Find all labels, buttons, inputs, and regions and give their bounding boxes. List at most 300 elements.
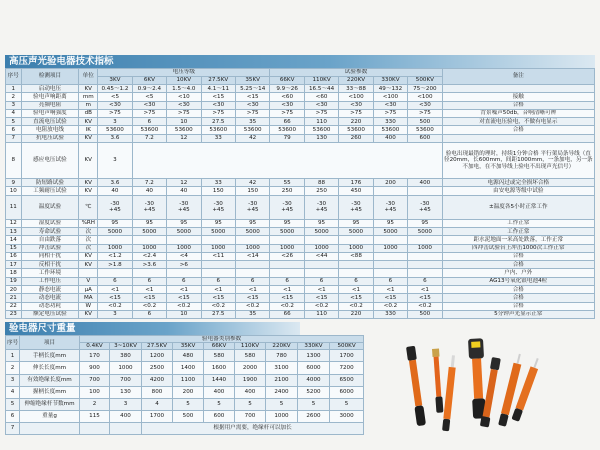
- row-unit: mm: [79, 93, 98, 101]
- row-number: 4: [6, 386, 20, 398]
- row-number: 4: [6, 109, 22, 117]
- row-value: 40: [167, 187, 201, 195]
- size-section: [5, 322, 595, 435]
- row-value: <0.2: [201, 302, 235, 310]
- row-value: <15: [339, 294, 373, 302]
- header-voltage-group: 电压等级: [98, 69, 270, 77]
- row-value-bottom: +45: [109, 207, 121, 214]
- row-value: 1000: [201, 244, 235, 252]
- row-value: <1: [201, 286, 235, 294]
- row-value-bottom: +45: [315, 207, 328, 214]
- row-value: <15: [167, 294, 201, 302]
- row-value: 2000: [235, 362, 266, 374]
- row-item: 额定电压试验: [21, 310, 79, 318]
- row-value: 95: [373, 219, 407, 227]
- row-value: 12: [167, 179, 201, 187]
- row-value: <44: [304, 252, 338, 260]
- row-note: 合格: [442, 294, 594, 302]
- row-value: [98, 236, 132, 244]
- row-value: 7.2: [132, 179, 166, 187]
- row-value: 9.9～26: [270, 85, 304, 93]
- row-value: 1400: [173, 362, 204, 374]
- header-unit: 单位: [79, 69, 98, 85]
- voltage-header: 330KV: [373, 77, 407, 85]
- row-value: <15: [373, 294, 407, 302]
- row-value: 5000: [132, 227, 166, 235]
- row-value: <15: [201, 93, 235, 101]
- size-voltage-header: 35KV: [173, 343, 204, 350]
- row-note: [442, 134, 594, 142]
- row-value: 400: [204, 386, 235, 398]
- row-value: 35: [235, 310, 269, 318]
- row-value: 1900: [235, 374, 266, 386]
- row-value: 1300: [298, 350, 330, 362]
- row-value: 200: [173, 386, 204, 398]
- row-value-bottom: +45: [281, 207, 294, 214]
- row-value: 42: [235, 179, 269, 187]
- row-item: 动态电流: [21, 294, 79, 302]
- row-value: [167, 236, 201, 244]
- row-value: 2: [80, 398, 110, 410]
- row-value-top: -30: [144, 201, 154, 208]
- row-value-top: -30: [351, 201, 361, 208]
- row-value: 3.6: [98, 179, 132, 187]
- table-row: [6, 244, 595, 252]
- size-header-item: 项目: [20, 336, 80, 350]
- row-value: 4200: [142, 374, 173, 386]
- row-value: <0.2: [270, 302, 304, 310]
- row-value: [270, 236, 304, 244]
- row-value: 130: [304, 134, 338, 142]
- table-row: [6, 187, 595, 195]
- table-row: [6, 179, 595, 187]
- row-value: 53600: [339, 126, 373, 134]
- voltage-header: 10KV: [167, 77, 201, 85]
- row-value: 130: [110, 386, 142, 398]
- row-value: 600: [204, 410, 235, 422]
- row-value: <100: [373, 93, 407, 101]
- row-value: <1: [235, 286, 269, 294]
- row-value: <1: [304, 286, 338, 294]
- row-note: 对直流电压验电，不做有电显示: [442, 118, 594, 126]
- row-value: 95: [339, 219, 373, 227]
- row-value: 95: [408, 219, 442, 227]
- voltage-header: 220KV: [339, 77, 373, 85]
- row-value: 53600: [167, 126, 201, 134]
- row-value: <1: [132, 286, 166, 294]
- row-value: 66: [270, 118, 304, 126]
- row-note: 距水泥地面一米高处跌落，工作正常: [442, 236, 594, 244]
- row-unit: m: [79, 101, 98, 109]
- row-value: 95: [167, 219, 201, 227]
- row-value: [80, 422, 110, 434]
- row-value: 400: [235, 386, 266, 398]
- row-value: >75: [98, 109, 132, 117]
- row-value: 27.5: [201, 118, 235, 126]
- row-value: 53600: [304, 126, 338, 134]
- spec-section: [5, 55, 595, 319]
- row-value: 6: [132, 118, 166, 126]
- row-value: 66: [270, 310, 304, 318]
- table-row: [6, 219, 595, 227]
- row-value: >6: [167, 261, 201, 269]
- row-value: [235, 261, 269, 269]
- table-row: [6, 236, 595, 244]
- row-value: >75: [304, 109, 338, 117]
- row-value: 600: [408, 134, 442, 142]
- voltage-header: 110KV: [304, 77, 338, 85]
- row-value: 95: [235, 219, 269, 227]
- row-value: <5: [98, 93, 132, 101]
- voltage-header: 35KV: [235, 77, 269, 85]
- row-value: [408, 195, 442, 219]
- row-value: [373, 252, 407, 260]
- voltage-header: 6KV: [132, 77, 166, 85]
- header-test-group: 试验参数: [270, 69, 442, 77]
- table-row: [6, 398, 364, 410]
- row-value: 33～88: [339, 85, 373, 93]
- row-value: 500: [173, 410, 204, 422]
- row-value: 6: [304, 277, 338, 285]
- row-item: 重量g: [20, 410, 80, 422]
- row-value: <4: [167, 252, 201, 260]
- table-row: [6, 93, 595, 101]
- row-number: 5: [6, 398, 20, 410]
- row-item: 伸长长度mm: [20, 362, 80, 374]
- row-unit: 次: [79, 236, 98, 244]
- row-number: 2: [6, 93, 22, 101]
- row-note: ±温度各5小时正常工作: [442, 195, 594, 219]
- row-value: 580: [204, 350, 235, 362]
- row-value: 5000: [201, 227, 235, 235]
- row-value: 42: [235, 134, 269, 142]
- row-value: 250: [270, 187, 304, 195]
- row-value: 75～200: [408, 85, 442, 93]
- row-value: >1.8: [98, 261, 132, 269]
- table-row: [6, 386, 364, 398]
- table-row: [6, 277, 595, 285]
- row-note: 四冲击试验台上冲击1000次工作正常: [442, 244, 594, 252]
- row-number: 23: [6, 310, 22, 318]
- table-row: [6, 195, 595, 219]
- row-value: [304, 195, 338, 219]
- table-row: [6, 143, 595, 179]
- row-value: <15: [132, 294, 166, 302]
- table-row: [6, 118, 595, 126]
- row-value: 1000: [304, 244, 338, 252]
- row-value: 5000: [98, 227, 132, 235]
- row-value: <1: [339, 286, 373, 294]
- row-value: <30: [167, 101, 201, 109]
- row-number: 21: [6, 294, 22, 302]
- row-number: 9: [6, 179, 22, 187]
- row-value: 220: [339, 118, 373, 126]
- row-value: 150: [201, 187, 235, 195]
- row-unit: KV: [79, 118, 98, 126]
- row-value: [339, 236, 373, 244]
- row-value: >75: [201, 109, 235, 117]
- row-value: 5: [204, 398, 235, 410]
- row-value: [98, 269, 132, 277]
- row-value: 53600: [373, 126, 407, 134]
- row-value: [167, 195, 201, 219]
- row-value: 5000: [373, 227, 407, 235]
- row-value: 400: [110, 410, 142, 422]
- row-number: 22: [6, 302, 22, 310]
- row-value: 5: [266, 398, 298, 410]
- row-value: <30: [373, 101, 407, 109]
- row-value: 6: [167, 277, 201, 285]
- row-item: 动态功耗: [21, 302, 79, 310]
- row-value: <15: [98, 294, 132, 302]
- row-value: 200: [373, 179, 407, 187]
- size-header-group: 验电器类别参数: [80, 336, 364, 343]
- row-value: [132, 269, 166, 277]
- row-value: 1000: [270, 244, 304, 252]
- row-value-bottom: +45: [212, 207, 225, 214]
- row-value: 780: [266, 350, 298, 362]
- row-value: 330: [373, 118, 407, 126]
- row-unit: MA: [79, 294, 98, 302]
- row-unit: [79, 269, 98, 277]
- row-value: <30: [201, 101, 235, 109]
- row-value: <1: [373, 286, 407, 294]
- size-voltage-header: 3~10KV: [110, 343, 142, 350]
- row-value: [201, 236, 235, 244]
- voltage-header: 3KV: [98, 77, 132, 85]
- row-value: <15: [304, 294, 338, 302]
- table-row: [6, 302, 595, 310]
- size-voltage-header: 110KV: [235, 343, 266, 350]
- row-value-top: -30: [420, 201, 430, 208]
- row-number: 1: [6, 85, 22, 93]
- row-number: 1: [6, 350, 20, 362]
- row-unit: V: [79, 277, 98, 285]
- row-number: 6: [6, 410, 20, 422]
- row-value: 1000: [167, 244, 201, 252]
- row-value: [373, 269, 407, 277]
- row-value: 95: [270, 219, 304, 227]
- row-value: [201, 269, 235, 277]
- row-value: [373, 195, 407, 219]
- row-value: <15: [270, 294, 304, 302]
- row-value-bottom: +45: [418, 207, 431, 214]
- row-value: [235, 195, 269, 219]
- row-item: 感应电压试验: [21, 143, 79, 179]
- row-value: 220: [339, 310, 373, 318]
- row-unit: μA: [79, 286, 98, 294]
- size-voltage-header: 220KV: [266, 343, 298, 350]
- row-item: 直流电压试验: [21, 118, 79, 126]
- table-row: [6, 286, 595, 294]
- row-value: 5: [330, 398, 364, 410]
- row-unit: KV: [79, 187, 98, 195]
- row-value: 6: [132, 310, 166, 318]
- table-row: [6, 410, 364, 422]
- product-photo: [370, 335, 596, 435]
- row-value: <0.2: [98, 302, 132, 310]
- row-item: 伸缩绝缘杆节数mm: [20, 398, 80, 410]
- row-unit: IK: [79, 126, 98, 134]
- row-value: 1.5～4.0: [167, 85, 201, 93]
- row-number: 2: [6, 362, 20, 374]
- row-value: >75: [167, 109, 201, 117]
- row-value: 3000: [330, 410, 364, 422]
- row-value: <15: [408, 294, 442, 302]
- row-value: <30: [408, 101, 442, 109]
- row-value: >75: [270, 109, 304, 117]
- row-value: 800: [142, 386, 173, 398]
- row-value: <5: [132, 93, 166, 101]
- row-number: 20: [6, 286, 22, 294]
- row-value: <60: [304, 93, 338, 101]
- row-value: 1000: [266, 410, 298, 422]
- row-value: <26: [270, 252, 304, 260]
- row-number: 17: [6, 261, 22, 269]
- row-item: 防短路试验: [21, 179, 79, 187]
- row-value: 2100: [266, 374, 298, 386]
- row-value: 4: [142, 398, 173, 410]
- row-number: 13: [6, 227, 22, 235]
- row-value: 115: [80, 410, 110, 422]
- row-value: [373, 236, 407, 244]
- header-note: 备注: [442, 69, 594, 85]
- row-item: 验电声响距离: [21, 93, 79, 101]
- row-note: 背景噪声50db，音响清晰可辨: [442, 109, 594, 117]
- row-value: 176: [339, 179, 373, 187]
- row-value: 150: [235, 187, 269, 195]
- row-value: 33: [201, 179, 235, 187]
- row-value: 1700: [142, 410, 173, 422]
- row-value: <15: [201, 294, 235, 302]
- row-value: >75: [408, 109, 442, 117]
- table-row: [6, 227, 595, 235]
- row-value: [408, 261, 442, 269]
- row-value: 1000: [373, 244, 407, 252]
- voltage-header: 500KV: [408, 77, 442, 85]
- row-value: 5: [298, 398, 330, 410]
- row-value: 700: [110, 374, 142, 386]
- row-value: 6000: [298, 362, 330, 374]
- row-value: 49～132: [373, 85, 407, 93]
- row-value: <30: [132, 101, 166, 109]
- row-value: 79: [270, 134, 304, 142]
- row-value: 6000: [330, 386, 364, 398]
- row-item: 静态电流: [21, 286, 79, 294]
- row-item: 工频耐压试验: [21, 187, 79, 195]
- row-value: 6: [373, 277, 407, 285]
- row-note: 合格: [442, 252, 594, 260]
- row-value: 170: [80, 350, 110, 362]
- row-unit: KV: [79, 85, 98, 93]
- row-value: 7200: [330, 362, 364, 374]
- row-item: 手柄长度mm: [20, 350, 80, 362]
- row-value: 110: [304, 118, 338, 126]
- row-item: 反相干扰: [21, 261, 79, 269]
- row-item: [20, 422, 80, 434]
- row-value-top: -30: [316, 201, 327, 208]
- row-value: 35: [235, 118, 269, 126]
- row-note: 合格: [442, 302, 594, 310]
- row-value: 7.2: [132, 134, 166, 142]
- row-value: 6500: [330, 374, 364, 386]
- row-value-top: -30: [213, 201, 223, 208]
- row-value: 110: [304, 310, 338, 318]
- row-item: 工作环境: [21, 269, 79, 277]
- row-value: 6: [408, 277, 442, 285]
- size-voltage-header: 500KV: [330, 343, 364, 350]
- row-value: 5000: [167, 227, 201, 235]
- row-value: >75: [373, 109, 407, 117]
- row-number: 3: [6, 101, 22, 109]
- size-voltage-header: 330KV: [298, 343, 330, 350]
- row-value: 380: [110, 350, 142, 362]
- row-value: 400: [408, 179, 442, 187]
- row-value: <100: [339, 93, 373, 101]
- row-number: 16: [6, 252, 22, 260]
- table-row: [6, 85, 595, 93]
- row-unit: ℃: [79, 195, 98, 219]
- row-note: 合格: [442, 286, 594, 294]
- row-unit: KV: [79, 134, 98, 142]
- row-unit: W: [79, 302, 98, 310]
- row-value: 500: [408, 118, 442, 126]
- row-value: 6: [339, 277, 373, 285]
- row-value: 53600: [98, 126, 132, 134]
- row-item: 验电声响强度: [21, 109, 79, 117]
- header-item: 检测项目: [21, 69, 79, 85]
- row-item: 抗电压试验: [21, 134, 79, 142]
- table-row: [6, 374, 364, 386]
- row-value: 1000: [98, 244, 132, 252]
- row-value: [235, 269, 269, 277]
- row-value: 2500: [142, 362, 173, 374]
- row-value: 0.45～1.2: [98, 85, 132, 93]
- row-value: 480: [173, 350, 204, 362]
- row-unit: KV: [79, 252, 98, 260]
- row-value: [201, 195, 235, 219]
- row-value-top: -30: [282, 201, 292, 208]
- row-value: <30: [98, 101, 132, 109]
- row-value: 2400: [266, 386, 298, 398]
- row-note: 合格: [442, 126, 594, 134]
- row-value: 4000: [298, 374, 330, 386]
- row-value: 6: [235, 277, 269, 285]
- row-value: 95: [132, 219, 166, 227]
- size-table: [5, 335, 364, 435]
- row-value: 1700: [330, 350, 364, 362]
- row-value: <11: [201, 252, 235, 260]
- size-voltage-header: 0.4KV: [80, 343, 110, 350]
- row-value: [408, 187, 442, 195]
- row-value: 95: [304, 219, 338, 227]
- row-item: 启动电压: [21, 85, 79, 93]
- row-value: <60: [270, 93, 304, 101]
- row-value: [339, 195, 373, 219]
- row-value-bottom: +45: [143, 207, 156, 214]
- row-value: >75: [235, 109, 269, 117]
- row-value: 5200: [298, 386, 330, 398]
- row-value: <1: [270, 286, 304, 294]
- table-row: [6, 362, 364, 374]
- row-note: 由安电源等级中试验: [442, 187, 594, 195]
- table-row: [6, 101, 595, 109]
- row-note: 接触: [442, 93, 594, 101]
- size-voltage-header: 27.5KV: [142, 343, 173, 350]
- size-title: 验电器尺寸重量: [5, 322, 300, 335]
- row-value: [110, 422, 142, 434]
- row-value-top: -30: [248, 201, 258, 208]
